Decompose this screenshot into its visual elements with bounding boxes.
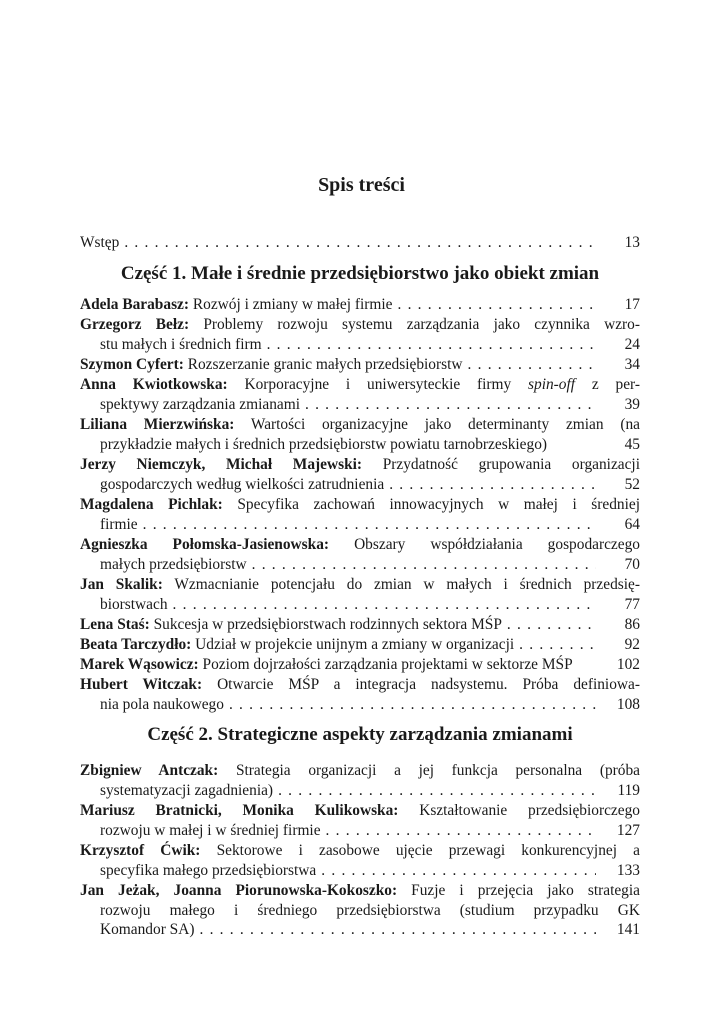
entry-author: Magdalena Pichlak: bbox=[80, 496, 223, 513]
entry-title-cont: systematyzacji zagadnienia) bbox=[100, 781, 274, 799]
entry-title: Sektorowe i zasobowe ujęcie przewagi konkurencyjnej a bbox=[216, 842, 640, 859]
toc-entry[interactable] bbox=[80, 495, 640, 534]
leader-dots bbox=[173, 595, 596, 615]
toc-title: Spis treści bbox=[318, 174, 405, 196]
toc-entry[interactable] bbox=[80, 575, 640, 614]
entry-title: Strategia organizacji a jej funkcja personalna (próba bbox=[235, 762, 640, 779]
leader-dots bbox=[199, 920, 596, 940]
entry-author: Jerzy Niemczyk, Michał Majewski: bbox=[80, 456, 363, 473]
page-number: 17 bbox=[624, 296, 640, 313]
entry-title: Rozszerzanie granic małych przedsiębiorstw bbox=[187, 356, 463, 373]
leader-dots bbox=[278, 781, 596, 801]
page-number: 24 bbox=[624, 335, 640, 353]
page-number: 102 bbox=[616, 656, 640, 673]
entry-title: Rozwój i zmiany w małej firmie bbox=[192, 296, 393, 313]
toc-entry[interactable] bbox=[80, 675, 640, 714]
entry-author: Liliana Mierzwińska: bbox=[80, 416, 235, 433]
toc-entry[interactable] bbox=[80, 615, 640, 635]
entry-title: Wartości organizacyjne jako determinanty zmian (na bbox=[250, 416, 640, 433]
page-number: 127 bbox=[616, 821, 640, 839]
toc-entry[interactable] bbox=[80, 455, 640, 494]
entry-author: Zbigniew Antczak: bbox=[80, 762, 219, 779]
leader-dots bbox=[326, 821, 596, 841]
leader-dots bbox=[468, 355, 597, 375]
toc-entry[interactable] bbox=[80, 761, 640, 800]
toc-entry[interactable] bbox=[80, 881, 640, 940]
entry-author: Lena Staś: bbox=[80, 616, 150, 633]
leader-dots bbox=[389, 475, 596, 495]
entry-title-cont: rozwoju w małej i w średniej firmie bbox=[100, 821, 321, 839]
page-number: 77 bbox=[624, 595, 640, 613]
entry-title: Korporacyjne i uniwersyteckie firmy bbox=[244, 376, 512, 393]
entry-title: Problemy rozwoju systemu zarządzania jako czynnika wzro- bbox=[203, 316, 640, 333]
entry-author: Krzysztof Ćwik: bbox=[80, 842, 201, 859]
entry-author: Jan Jeżak, Joanna Piorunowska-Kokoszko: bbox=[80, 882, 398, 899]
entry-title-cont: specyfika małego przedsiębiorstwa bbox=[100, 861, 317, 879]
entry-author: Jan Skalik: bbox=[80, 576, 163, 593]
leader-dots bbox=[321, 861, 596, 881]
page-number: 141 bbox=[616, 921, 640, 939]
page-number: 52 bbox=[624, 475, 640, 493]
entry-title: Udział w projekcie unijnym a zmiany w organizacji bbox=[195, 636, 515, 653]
entry-title-cont: stu małych i średnich firm bbox=[100, 335, 262, 353]
entry-title: z per- bbox=[591, 376, 640, 393]
leader-dots bbox=[124, 233, 596, 253]
entry-author: Grzegorz Bełz: bbox=[80, 316, 190, 333]
toc-entry[interactable] bbox=[80, 315, 640, 354]
entry-author: Mariusz Bratnicki, Monika Kulikowska: bbox=[80, 802, 399, 819]
entry-title-cont: przykładzie małych i średnich przedsiębiorstw powiatu tarnobrzeskiego) bbox=[100, 435, 548, 453]
entry-title: Fuzje i przejęcia jako strategia bbox=[411, 882, 640, 899]
page-number: 70 bbox=[624, 555, 640, 573]
entry-title: Przydatność grupowania organizacji bbox=[382, 456, 640, 473]
leader-dots bbox=[397, 295, 596, 315]
entry-title-cont: biorstwach bbox=[100, 595, 168, 613]
page-number: 108 bbox=[616, 695, 640, 713]
page-number: 119 bbox=[617, 781, 640, 799]
entry-title-cont: małych przedsiębiorstw bbox=[100, 555, 247, 573]
leader-dots bbox=[507, 615, 596, 635]
toc-entry[interactable] bbox=[80, 635, 640, 655]
entry-author: Marek Wąsowicz: bbox=[80, 656, 199, 673]
page-number: 39 bbox=[624, 395, 640, 413]
entry-title: Obszary współdziałania gospodarczego bbox=[354, 536, 640, 553]
toc-entry[interactable] bbox=[80, 801, 640, 840]
entry-author: Adela Barabasz: bbox=[80, 296, 190, 313]
entry-author: Hubert Witczak: bbox=[80, 676, 203, 693]
entry-title-italic: spin-off bbox=[528, 376, 576, 393]
entry-title: Sukcesja w przedsiębiorstwach rodzinnych sektora MŚP bbox=[153, 616, 502, 633]
toc-entry[interactable] bbox=[80, 415, 640, 454]
leader-dots bbox=[519, 635, 596, 655]
entry-author: Szymon Cyfert: bbox=[80, 356, 184, 373]
entry-title: Specyfika zachowań innowacyjnych w małej i średniej bbox=[237, 496, 640, 513]
leader-dots bbox=[229, 695, 596, 715]
page-number: 34 bbox=[624, 356, 640, 373]
toc-entry[interactable] bbox=[80, 355, 640, 375]
entry-title-cont: nia pola naukowego bbox=[100, 695, 224, 713]
toc-entry[interactable] bbox=[80, 375, 640, 414]
toc-entry[interactable] bbox=[80, 841, 640, 880]
page-number: 45 bbox=[624, 435, 640, 453]
leader-dots bbox=[267, 335, 596, 355]
leader-dots bbox=[143, 515, 596, 535]
entry-title: Otwarcie MŚP a integracja nadsystemu. Próba definiowa- bbox=[217, 676, 640, 693]
page-number: 64 bbox=[624, 515, 640, 533]
entry-title: Poziom dojrzałości zarządzania projektami w sektorze MŚP bbox=[202, 656, 573, 673]
entry-title-cont: spektywy zarządzania zmianami bbox=[100, 395, 300, 413]
entry-title-cont: firmie bbox=[100, 515, 138, 533]
entry-title: Wstęp bbox=[80, 234, 120, 251]
toc-entry[interactable] bbox=[80, 535, 640, 574]
part-1-heading: Część 1. Małe i średnie przedsiębiorstwo jako obiekt zmian bbox=[120, 263, 600, 284]
toc-entry-intro[interactable] bbox=[80, 233, 640, 253]
entry-author: Anna Kwiotkowska: bbox=[80, 376, 228, 393]
page-number: 13 bbox=[624, 234, 640, 251]
toc-entry[interactable] bbox=[80, 295, 640, 315]
entry-author: Agnieszka Połomska-Jasienowska: bbox=[80, 536, 330, 553]
part-2-heading: Część 2. Strategiczne aspekty zarządzania zmianami bbox=[147, 724, 573, 745]
toc-entry[interactable] bbox=[80, 655, 640, 675]
entry-title-cont: rozwoju małego i średniego przedsiębiorstwa (studium przypadku GK bbox=[100, 901, 640, 919]
leader-dots bbox=[305, 395, 596, 415]
entry-title: Wzmacnianie potencjału do zmian w małych i średnich przedsię- bbox=[174, 576, 640, 593]
entry-title-cont: Komandor SA) bbox=[100, 921, 195, 939]
entry-title-cont: gospodarczych według wielkości zatrudnienia bbox=[100, 475, 385, 493]
entry-title: Kształtowanie przedsiębiorczego bbox=[419, 802, 640, 819]
page-number: 86 bbox=[624, 616, 640, 633]
leader-dots bbox=[252, 555, 596, 575]
entry-author: Beata Tarczydło: bbox=[80, 636, 192, 653]
page-number: 133 bbox=[616, 861, 640, 879]
page-number: 92 bbox=[624, 636, 640, 653]
